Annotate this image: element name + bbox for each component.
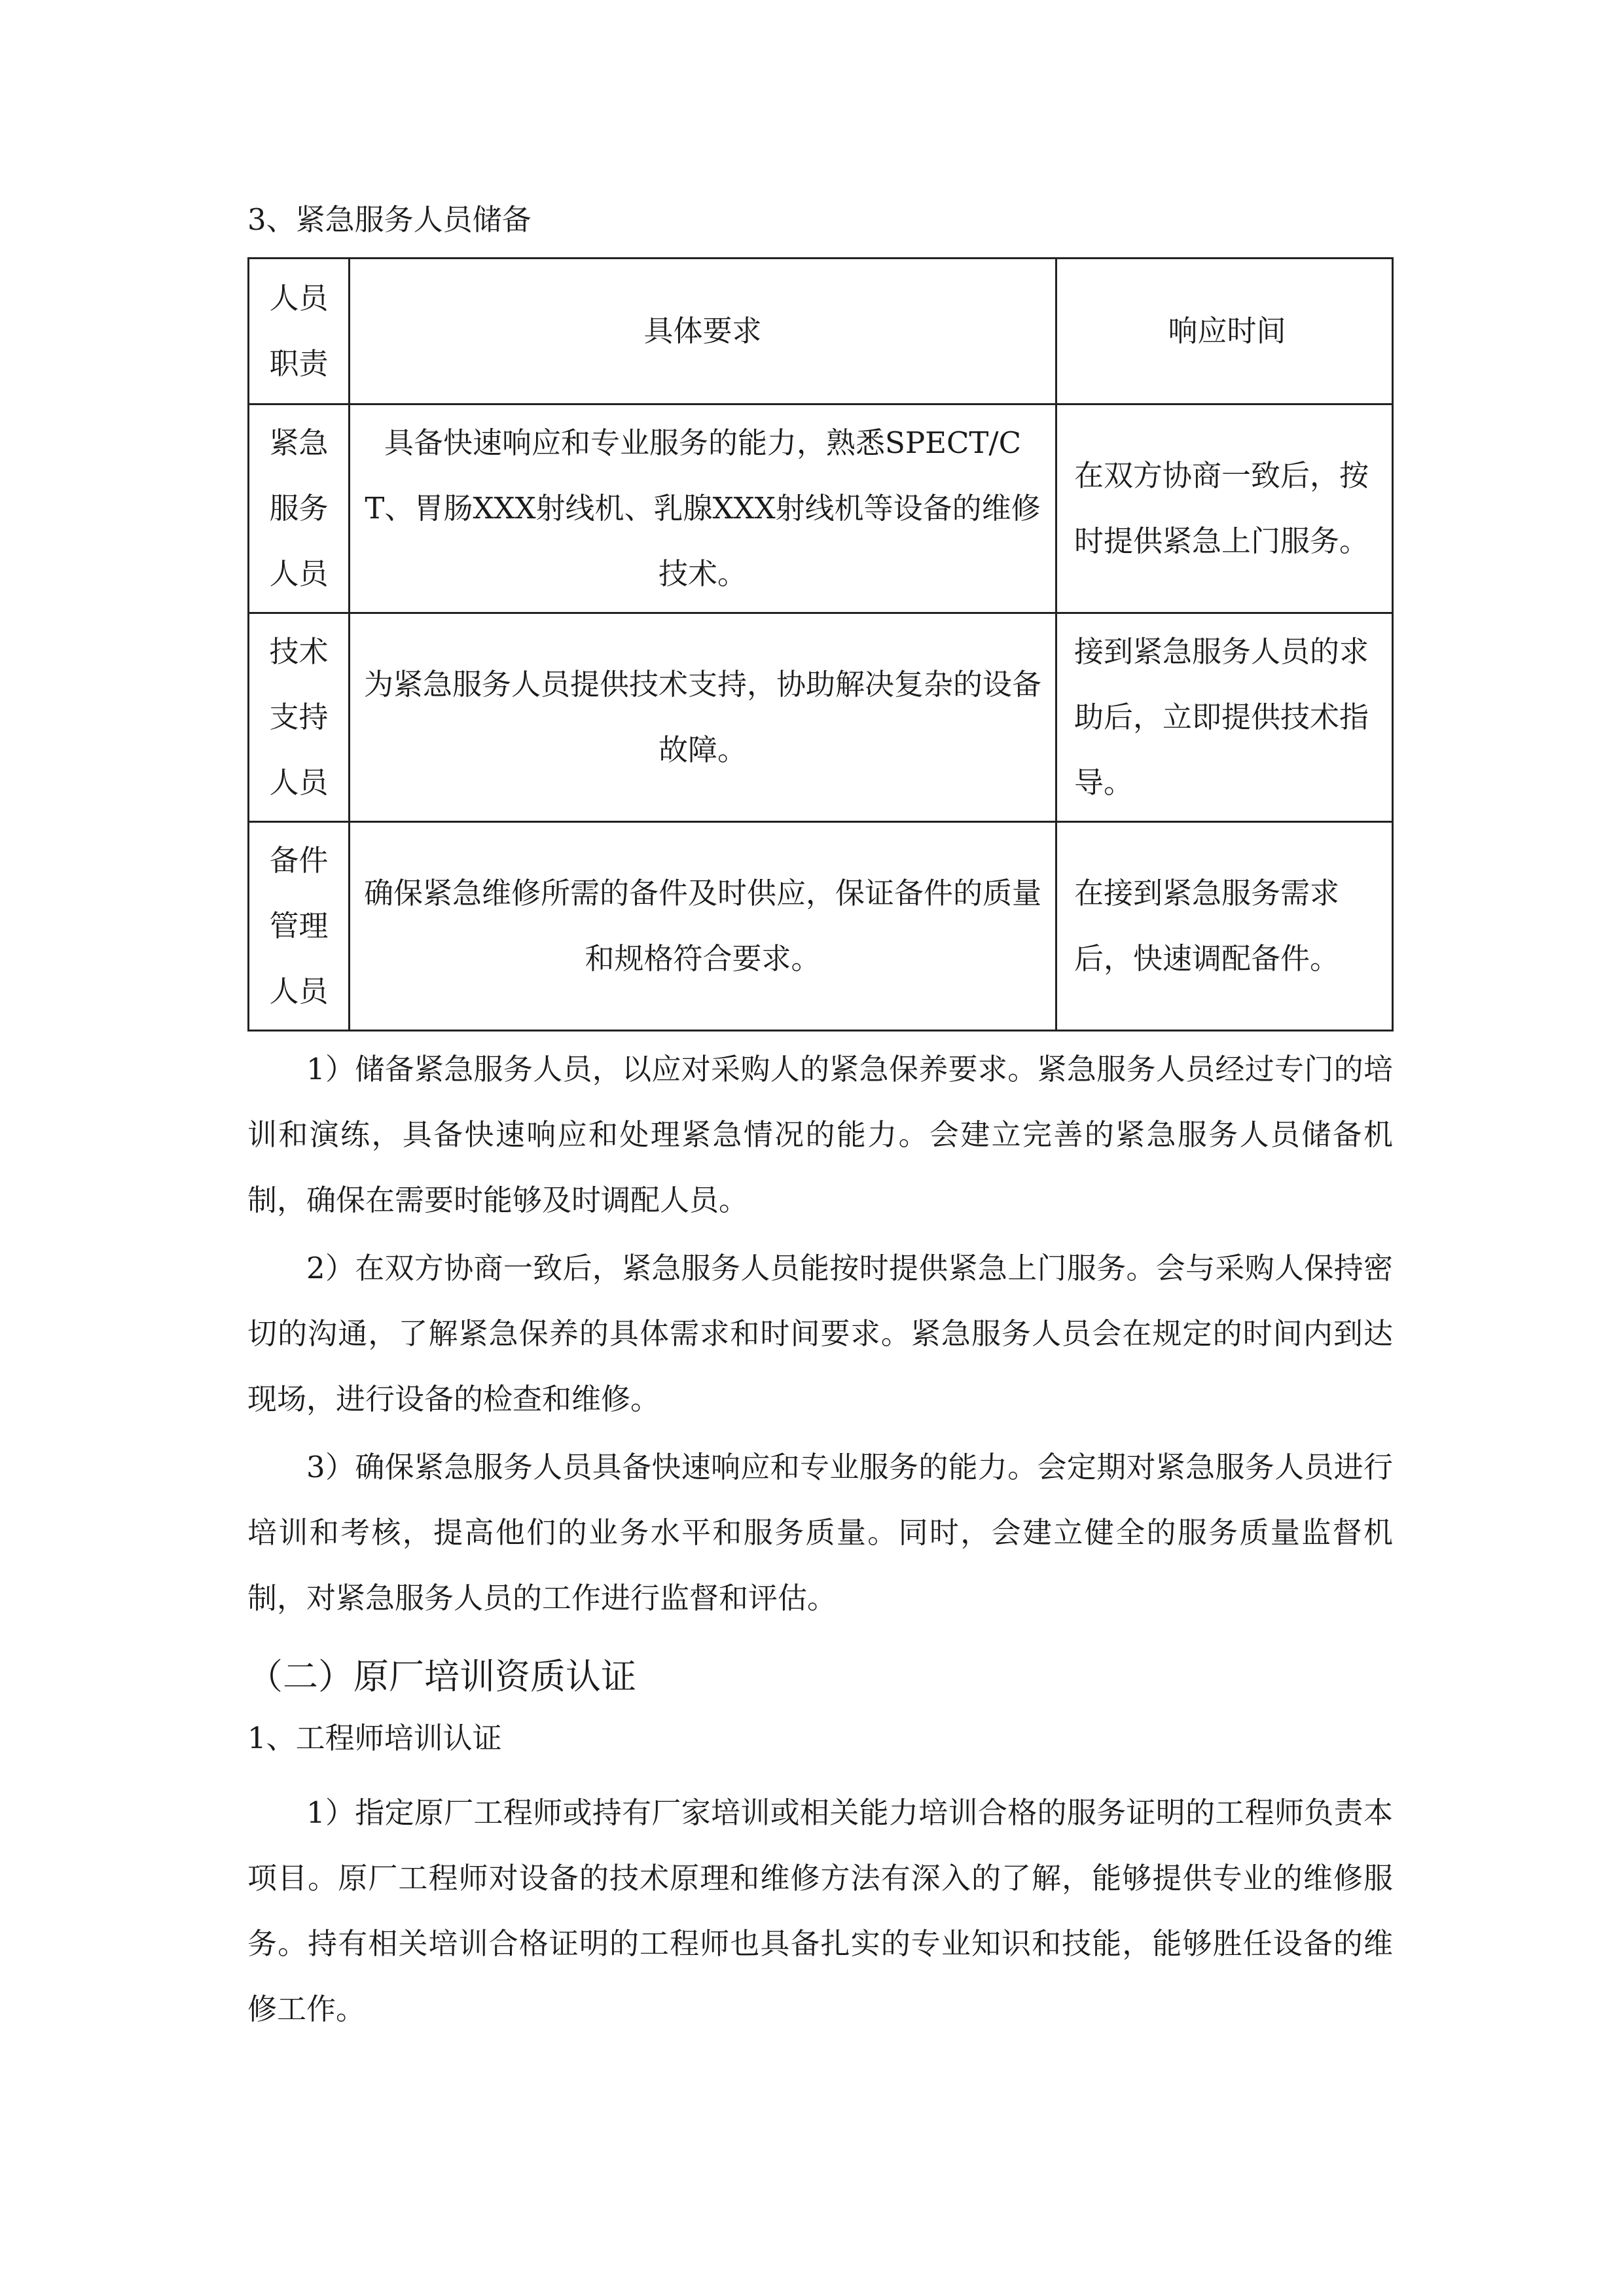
cell-response: 接到紧急服务人员的求助后，立即提供技术指导。 [1056, 613, 1393, 822]
section-heading-emergency-staff: 3、紧急服务人员储备 [247, 202, 532, 237]
cell-requirement: 具备快速响应和专业服务的能力，熟悉SPECT/CT、胃肠XXX射线机、乳腺XXX射线机等设备的维修技术。 [350, 404, 1056, 613]
table-row [249, 822, 1393, 1031]
staff-table [247, 257, 1394, 1031]
header-role: 人员职责 [249, 259, 350, 404]
cell-requirement: 为紧急服务人员提供技术支持，协助解决复杂的设备故障。 [350, 613, 1056, 822]
paragraph-on-site-service: 2）在双方协商一致后，紧急服务人员能按时提供紧急上门服务。会与采购人保持密切的沟通，了解紧急保养的具体需求和时间要求。紧急服务人员会在规定的时间内到达现场，进行设备的检查和维修。 [247, 1251, 1393, 1416]
cell-response: 在双方协商一致后，按时提供紧急上门服务。 [1056, 404, 1393, 613]
table-header-row [249, 259, 1393, 404]
paragraph-staff-reserve: 1）储备紧急服务人员，以应对采购人的紧急保养要求。紧急服务人员经过专门的培训和演练，具备快速响应和处理紧急情况的能力。会建立完善的紧急服务人员储备机制，确保在需要时能够及时调配人员。 [247, 1052, 1393, 1217]
cell-response: 在接到紧急服务需求后，快速调配备件。 [1056, 822, 1393, 1031]
sub-heading-engineer-certification: 1、工程师培训认证 [247, 1721, 502, 1755]
paragraph-engineer-assignment: 1）指定原厂工程师或持有厂家培训或相关能力培训合格的服务证明的工程师负责本项目。原厂工程师对设备的技术原理和维修方法有深入的了解，能够提供专业的维修服务。持有相关培训合格证明的工程师也具备扎实的专业知识和技能，能够胜任设备的维修工作。 [247, 1795, 1393, 2026]
header-response: 响应时间 [1056, 259, 1393, 404]
cell-requirement: 确保紧急维修所需的备件及时供应，保证备件的质量和规格符合要求。 [350, 822, 1056, 1031]
paragraph-training-assessment: 3）确保紧急服务人员具备快速响应和专业服务的能力。会定期对紧急服务人员进行培训和考核，提高他们的业务水平和服务质量。同时，会建立健全的服务质量监督机制，对紧急服务人员的工作进行监督和评估。 [247, 1450, 1393, 1615]
table-row [249, 613, 1393, 822]
cell-role: 紧急服务人员 [249, 404, 350, 613]
cell-role: 备件管理人员 [249, 822, 350, 1031]
table-row [249, 404, 1393, 613]
cell-role: 技术支持人员 [249, 613, 350, 822]
header-requirement: 具体要求 [350, 259, 1056, 404]
section-heading-oem-training: （二）原厂培训资质认证 [247, 1656, 636, 1697]
